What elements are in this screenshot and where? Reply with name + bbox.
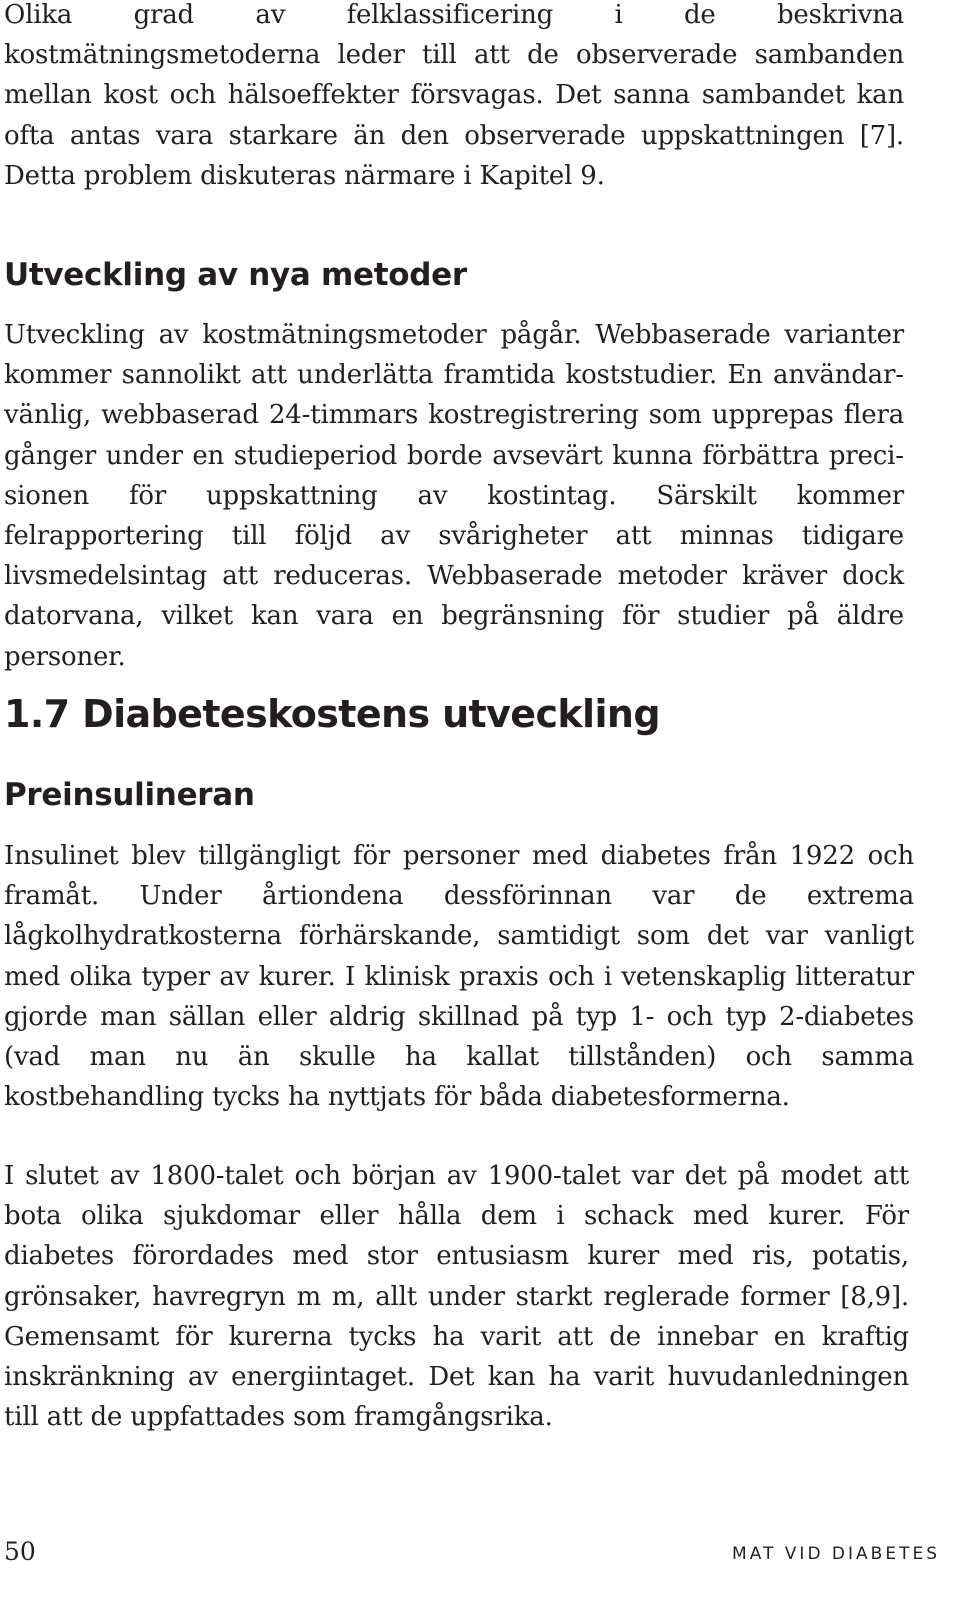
new-methods-paragraph: Utveckling av kostmätningsmetoder pågår. Webbaserade varianter kommer sannolikt att underlätta framtida koststudier. En användarvänlig, webbaserad 24-timmars kostregistrering som upprepas flera gånger under en studieperiod borde avsevärt kunna förbättra precisionen för uppskattning av kostintag. Särskilt kommer felrapportering till följd av svårigheter att minnas tidigare livsmedelsintag att reduceras. Webbaserade metoder kräver dock datorvana, vilket kan vara en begränsning för studier på äldre personer. [4,320,904,672]
intro-paragraph: Olika grad av felklassificering i de beskrivna kostmätningsmetoderna leder till att de observerade sambanden mellan kost och hälsoeffekter försvagas. Det sanna sambandet kan ofta antas vara starkare än den observerade uppskattningen [7]. Detta problem diskuteras närmare i Kapitel 9. [4,0,904,191]
subheading-new-methods: Utveckling av nya metoder [4,257,467,293]
subheading-preinsulin: Preinsulineran [4,777,255,813]
preinsulin-paragraph-2: I slutet av 1800-talet och början av 1900-talet var det på modet att bota olika sjukdomar eller hålla dem i schack med kurer. För diabetes förordades med stor entusiasm kurer med ris, potatis, grönsaker, havregryn m m, allt under starkt reglerade former [8,9]. Gemensamt för kurerna tycks ha varit att de innebar en kraftig inskränkning av energiintaget. Det kan ha varit huvudanledningen till att de uppfattades som framgångsrika. [4,1161,909,1433]
running-footer-title: MAT VID DIABETES [732,1544,940,1564]
section-heading: 1.7 Diabeteskostens utveckling [4,692,660,736]
preinsulin-paragraph-1: Insulinet blev tillgängligt för personer med diabetes från 1922 och framåt. Under årtiondena dessförinnan var de extrema lågkolhydratkosterna förhärskande, samtidigt som det var vanligt med olika typer av kurer. I klinisk praxis och i vetenskaplig litteratur gjorde man sällan eller aldrig skillnad på typ 1- och typ 2-diabetes (vad man nu än skulle ha kallat tillstånden) och samma kostbehandling tycks ha nyttjats för båda diabetesformerna. [4,841,914,1113]
page-number: 50 [4,1537,36,1566]
